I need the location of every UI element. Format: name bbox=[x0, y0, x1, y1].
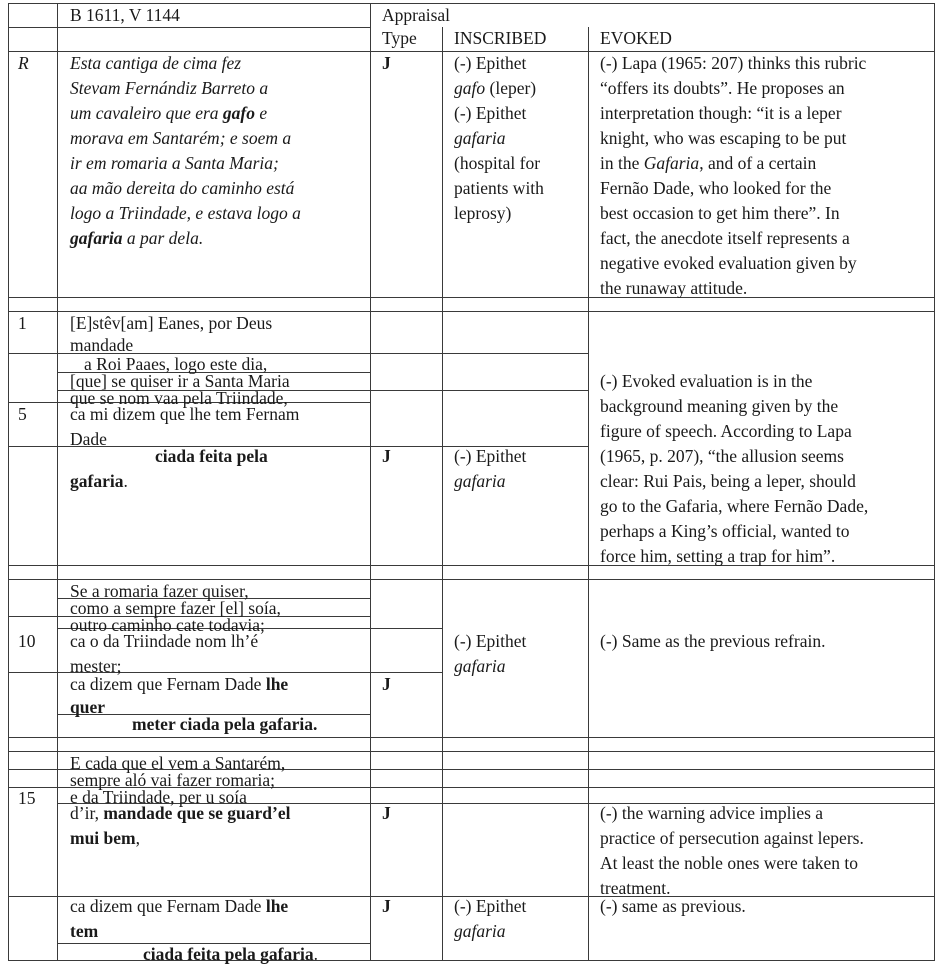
text-run: quer bbox=[70, 697, 105, 717]
text-run: a par dela. bbox=[122, 228, 204, 248]
text-run: best occasion to get him there”. In bbox=[600, 203, 840, 223]
text-run: figure of speech. According to Lapa bbox=[600, 421, 852, 441]
rule bbox=[442, 27, 443, 961]
stanza1-inscribed bbox=[454, 444, 526, 494]
text-run: [que] se quiser ir a Santa Maria bbox=[70, 371, 290, 391]
text-run: outro caminho cate todavia; bbox=[70, 615, 265, 635]
text-run: Gafaria bbox=[643, 153, 700, 173]
text-run: gafaria bbox=[454, 128, 506, 148]
verse-line bbox=[70, 402, 299, 427]
text-run: (-) Epithet bbox=[454, 103, 527, 123]
stanza3-type-a: J bbox=[382, 803, 391, 823]
text-run: gafaria bbox=[454, 921, 506, 941]
text-line bbox=[600, 394, 868, 419]
text-line bbox=[600, 826, 864, 851]
text-run: (hospital for bbox=[454, 153, 541, 173]
text-run: knight, who was escaping to be put bbox=[600, 128, 847, 148]
text-run: fact, the anecdote itself represents a bbox=[600, 228, 850, 248]
text-run: ciada feita pela bbox=[155, 446, 268, 466]
verse-line bbox=[70, 801, 291, 826]
rubric-text bbox=[70, 51, 301, 251]
text-run: gafaria bbox=[454, 656, 506, 676]
text-run: (-) Epithet bbox=[454, 446, 527, 466]
text-run: practice of persecution against lepers. bbox=[600, 828, 864, 848]
text-run: d’ir, bbox=[70, 803, 104, 823]
text-run: leprosy) bbox=[454, 203, 512, 223]
text-line bbox=[454, 76, 544, 101]
line-number-5: 5 bbox=[18, 404, 27, 424]
text-line bbox=[600, 444, 868, 469]
text-line bbox=[70, 76, 301, 101]
text-line bbox=[454, 444, 526, 469]
text-run: (leper) bbox=[485, 78, 537, 98]
stanza2-evoked bbox=[600, 629, 825, 654]
text-run: (-) Epithet bbox=[454, 631, 527, 651]
text-run: meter ciada pela gafaria. bbox=[132, 714, 318, 734]
text-run: (-) Lapa (1965: 207) thinks this rubric bbox=[600, 53, 867, 73]
text-run: gafo bbox=[454, 78, 486, 98]
text-run: Stevam Fernándiz Barreto a bbox=[70, 78, 269, 98]
text-line bbox=[600, 469, 868, 494]
text-run: aa mão dereita do caminho está bbox=[70, 178, 295, 198]
text-run: ca o da Triindade nom lh’é bbox=[70, 631, 259, 651]
refrain-line bbox=[70, 894, 288, 919]
refrain-line bbox=[132, 712, 317, 737]
text-line bbox=[70, 151, 301, 176]
text-run: mandade que se guard’el bbox=[103, 803, 291, 823]
stanza1-evoked bbox=[600, 369, 868, 569]
text-run: At least the noble ones were taken to bbox=[600, 853, 859, 873]
text-run: ciada feita pela gafaria bbox=[143, 944, 314, 964]
text-run: in the bbox=[600, 153, 644, 173]
text-line bbox=[600, 851, 864, 876]
text-run: e da Triindade, per u soía bbox=[70, 787, 247, 807]
stanza2-type: J bbox=[382, 674, 391, 694]
rubric-evoked bbox=[600, 51, 866, 301]
rule bbox=[8, 27, 370, 28]
text-run: (-) the warning advice implies a bbox=[600, 803, 824, 823]
text-run: que se nom vaa pela Triindade, bbox=[70, 388, 288, 408]
rubric-inscribed bbox=[454, 51, 544, 226]
text-run: (-) Epithet bbox=[454, 896, 527, 916]
rule bbox=[588, 27, 589, 961]
text-line bbox=[70, 126, 301, 151]
text-run: (-) Epithet bbox=[454, 53, 527, 73]
line-number-10: 10 bbox=[18, 631, 36, 651]
text-line bbox=[600, 126, 866, 151]
stanza2-inscribed bbox=[454, 629, 526, 679]
text-run: the runaway attitude. bbox=[600, 278, 748, 298]
rule bbox=[57, 3, 58, 961]
text-line bbox=[454, 919, 526, 944]
text-run: interpretation though: “it is a leper bbox=[600, 103, 842, 123]
text-line bbox=[600, 276, 866, 301]
text-run: gafaria bbox=[454, 471, 506, 491]
text-run: tem bbox=[70, 921, 99, 941]
text-run: lhe bbox=[265, 674, 289, 694]
text-run: Fernão Dade, who looked for the bbox=[600, 178, 832, 198]
refrain-line bbox=[70, 919, 98, 944]
text-run: . bbox=[123, 471, 128, 491]
text-line bbox=[600, 151, 866, 176]
sources-label: B 1611, V 1144 bbox=[70, 5, 180, 25]
text-line bbox=[70, 201, 301, 226]
text-run: , bbox=[135, 828, 140, 848]
text-run: como a sempre fazer [el] soía, bbox=[70, 598, 281, 618]
appraisal-heading: Appraisal bbox=[382, 5, 451, 25]
refrain-line bbox=[70, 672, 288, 697]
verse-line bbox=[70, 826, 140, 851]
text-line bbox=[600, 176, 866, 201]
text-line bbox=[454, 51, 544, 76]
text-line bbox=[600, 894, 746, 919]
rubric-type: J bbox=[382, 53, 391, 73]
text-line bbox=[454, 176, 544, 201]
verse-line bbox=[70, 629, 258, 654]
evoked-column-header: EVOKED bbox=[600, 28, 672, 48]
refrain-line bbox=[143, 942, 318, 967]
inscribed-column-header: INSCRIBED bbox=[454, 28, 547, 48]
line-number-1: 1 bbox=[18, 313, 27, 333]
text-line bbox=[600, 629, 825, 654]
text-run: (-) same as previous. bbox=[600, 896, 746, 916]
text-run: mester; bbox=[70, 656, 122, 676]
refrain-line bbox=[70, 469, 128, 494]
text-run: E cada que el vem a Santarém, bbox=[70, 753, 286, 773]
text-run: ca dizem que Fernam Dade bbox=[70, 674, 266, 694]
text-line bbox=[70, 176, 301, 201]
text-run: mandade bbox=[70, 335, 134, 355]
text-run: treatment. bbox=[600, 878, 671, 898]
text-line bbox=[600, 76, 866, 101]
text-line bbox=[600, 226, 866, 251]
text-run: lhe bbox=[265, 896, 289, 916]
text-run: ca dizem que Fernam Dade bbox=[70, 896, 266, 916]
text-run: . bbox=[313, 944, 318, 964]
line-number-15: 15 bbox=[18, 788, 36, 808]
rule bbox=[370, 3, 371, 961]
text-line bbox=[600, 369, 868, 394]
verse-line bbox=[70, 427, 107, 452]
text-run: , and of a certain bbox=[699, 153, 817, 173]
text-line bbox=[600, 519, 868, 544]
text-run: background meaning given by the bbox=[600, 396, 839, 416]
text-line bbox=[600, 494, 868, 519]
refrain-line bbox=[70, 695, 105, 720]
text-run: gafaria bbox=[70, 228, 123, 248]
text-run: force him, setting a trap for him”. bbox=[600, 546, 836, 566]
text-line bbox=[454, 654, 526, 679]
text-run: [E]stêv[am] Eanes, por Deus bbox=[70, 313, 273, 333]
rule bbox=[8, 3, 9, 961]
text-run: Esta cantiga de cima fez bbox=[70, 53, 242, 73]
rubric-marker: R bbox=[18, 53, 29, 73]
text-run: mui bem bbox=[70, 828, 136, 848]
text-line bbox=[454, 894, 526, 919]
text-run: morava em Santarém; e soem a bbox=[70, 128, 292, 148]
rule bbox=[8, 737, 934, 738]
text-line bbox=[600, 544, 868, 569]
text-run: gafo bbox=[222, 103, 255, 123]
text-line bbox=[600, 801, 864, 826]
stanza3-inscribed-b bbox=[454, 894, 526, 944]
text-line bbox=[70, 226, 301, 251]
text-line bbox=[454, 101, 544, 126]
text-run: patients with bbox=[454, 178, 544, 198]
text-line bbox=[600, 101, 866, 126]
type-column-header: Type bbox=[382, 28, 417, 48]
text-line bbox=[454, 201, 544, 226]
text-run: perhaps a King’s official, wanted to bbox=[600, 521, 850, 541]
text-run: Se a romaria fazer quiser, bbox=[70, 581, 249, 601]
text-run: gafaria bbox=[70, 471, 124, 491]
text-run: (-) Evoked evaluation is in the bbox=[600, 371, 813, 391]
rule bbox=[934, 3, 935, 961]
text-run: clear: Rui Pais, being a leper, should bbox=[600, 471, 856, 491]
text-run: “offers its doubts”. He proposes an bbox=[600, 78, 845, 98]
text-run: sempre aló vai fazer romaria; bbox=[70, 770, 276, 790]
text-line bbox=[600, 251, 866, 276]
text-line bbox=[600, 201, 866, 226]
text-line bbox=[70, 101, 301, 126]
text-line bbox=[70, 51, 301, 76]
text-run: (1965, p. 207), “the allusion seems bbox=[600, 446, 844, 466]
text-run: ca mi dizem que lhe tem Fernam bbox=[70, 404, 300, 424]
stanza3-type-b: J bbox=[382, 896, 391, 916]
stanza1-type: J bbox=[382, 446, 391, 466]
stanza3-evoked-a bbox=[600, 801, 864, 901]
text-line bbox=[454, 126, 544, 151]
text-line bbox=[454, 629, 526, 654]
text-run: Dade bbox=[70, 429, 107, 449]
text-line bbox=[600, 419, 868, 444]
text-run: um cavaleiro que era bbox=[70, 103, 223, 123]
text-run: (-) Same as the previous refrain. bbox=[600, 631, 826, 651]
text-run: logo a Triindade, e estava logo a bbox=[70, 203, 301, 223]
text-line bbox=[600, 51, 866, 76]
text-run: go to the Gafaria, where Fernão Dade, bbox=[600, 496, 869, 516]
stanza3-evoked-b bbox=[600, 894, 746, 919]
refrain-line bbox=[155, 444, 268, 469]
text-run: a Roi Paaes, logo este dia, bbox=[84, 354, 268, 374]
text-line bbox=[454, 151, 544, 176]
text-run: ir em romaria a Santa Maria; bbox=[70, 153, 279, 173]
text-line bbox=[454, 469, 526, 494]
text-run: e bbox=[255, 103, 268, 123]
text-run: negative evoked evaluation given by bbox=[600, 253, 857, 273]
